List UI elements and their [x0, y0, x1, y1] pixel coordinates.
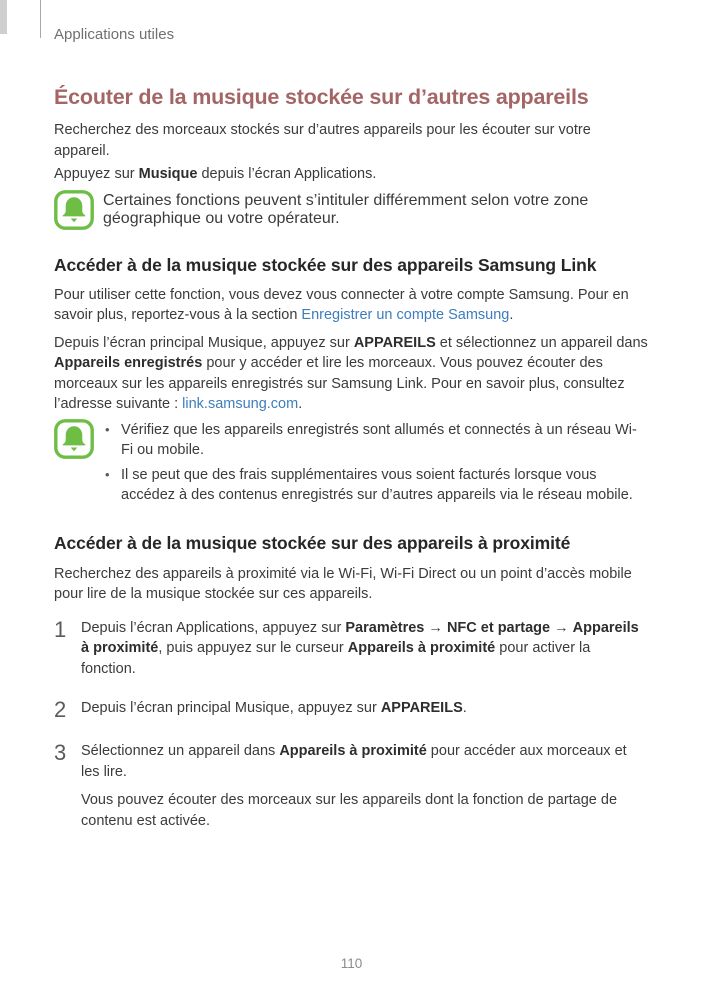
section1-paragraph-2: Depuis l’écran principal Musique, appuyez sur APPAREILS et sélectionnez un appareil dans Appareils enregistrés pour y accéder et lire les morceaux. Vous pouvez écouter des morceaux sur les appareils enregistrés sur Samsung Link. Pour en savoir plus, consultez l’adresse suivante : link.samsung.com.	[54, 334, 648, 412]
note-bullet: • Il se peut que des frais supplémentaires vous soient facturés lorsque vous accédez à des contenus enregistrés sur d’autres appareils via le réseau mobile.	[103, 465, 648, 506]
intro-paragraph: Recherchez des morceaux stockés sur d’autres appareils pour les écouter sur votre appareil.	[54, 122, 591, 159]
page-title: Écouter de la musique stockée sur d’autres appareils	[54, 85, 589, 109]
note-bullet-list	[103, 418, 648, 506]
note-text: Certaines fonctions peuvent s’intituler différemment selon votre zone géographique ou votre opérateur.	[103, 191, 589, 227]
step-text: Sélectionnez un appareil dans Appareils à proximité pour accéder aux morceaux et les lire.	[81, 743, 627, 780]
section2-paragraph-1: Recherchez des appareils à proximité via le Wi-Fi, Wi-Fi Direct ou un point d’accès mobile pour lire de la musique stockée sur ces appareils.	[54, 565, 632, 602]
step-number: 1	[54, 616, 67, 642]
step-text-group	[81, 741, 648, 831]
section1-paragraph-1: Pour utiliser cette fonction, vous devez vous connecter à votre compte Samsung. Pour en savoir plus, reportez-vous à la section Enregistrer un compte Samsung.	[54, 286, 629, 323]
section-heading-samsung-link: Accéder à de la musique stockée sur des appareils Samsung Link	[54, 254, 597, 275]
bell-icon	[54, 190, 94, 230]
note-bullet: • Vérifiez que les appareils enregistrés sont allumés et connectés à un réseau Wi-Fi ou mobile.	[103, 420, 648, 461]
step-text: Depuis l’écran Applications, appuyez sur Paramètres → NFC et partage → Appareils à proximité, puis appuyez sur le curseur Appareils à proximité pour activer la fonction.	[81, 619, 639, 677]
step-text: Depuis l’écran principal Musique, appuyez sur APPAREILS.	[81, 700, 467, 716]
bell-icon	[54, 419, 94, 459]
inline-link[interactable]: link.samsung.com	[182, 396, 299, 412]
page-edge-artifact	[0, 0, 7, 34]
section-heading-proximite: Accéder à de la musique stockée sur des appareils à proximité	[54, 532, 571, 553]
step-item	[54, 618, 648, 680]
note-box	[54, 190, 648, 230]
step-number: 2	[54, 697, 67, 722]
page-number: 110	[340, 956, 363, 971]
header-rule	[40, 0, 41, 38]
intro-paragraph-2: Appuyez sur Musique depuis l’écran Applications.	[54, 166, 377, 182]
inline-link[interactable]: Enregistrer un compte Samsung	[301, 307, 510, 323]
step-item	[54, 741, 648, 831]
step-extra-text: Vous pouvez écouter des morceaux sur les appareils dont la fonction de partage de contenu est activée.	[81, 792, 618, 829]
note-box	[54, 419, 648, 506]
step-number: 3	[54, 740, 67, 765]
breadcrumb: Applications utiles	[54, 26, 175, 43]
step-item	[54, 698, 648, 722]
